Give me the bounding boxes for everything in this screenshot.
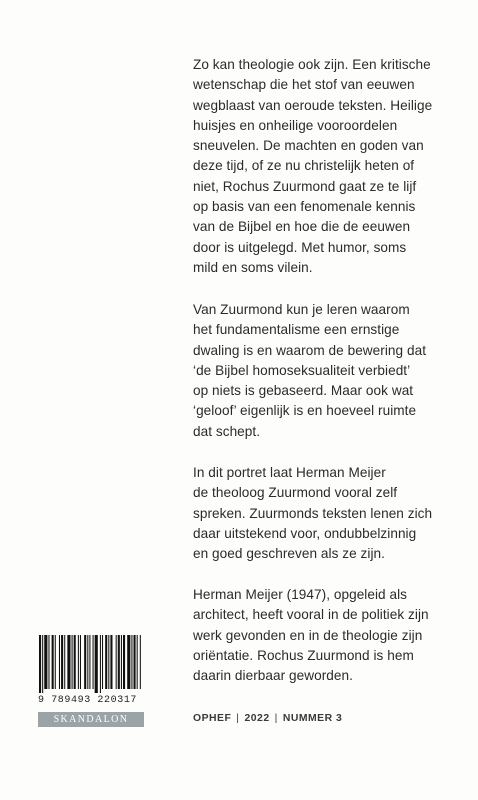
series-issue: NUMMER 3	[282, 713, 343, 724]
text-line: sneuvelen. De machten en goden van	[193, 138, 424, 154]
text-line: Zo kan theologie ook zijn. Een kritische	[193, 57, 431, 72]
barcode-bar	[72, 635, 73, 689]
text-line: daarin dierbaar geworden.	[193, 668, 353, 684]
text-line: oriëntatie. Rochus Zuurmond is hem	[193, 647, 414, 663]
text-line: op basis van een fenomenale kennis	[193, 199, 416, 215]
text-line: op niets is gebaseerd. Maar ook wat	[193, 383, 414, 399]
barcode-bar	[134, 635, 136, 689]
barcode-bar	[55, 635, 56, 689]
isbn-number: 9 789493 220317	[38, 695, 138, 706]
series-footer	[193, 713, 342, 724]
barcode-bar	[93, 635, 94, 689]
text-line: ‘de Bijbel homoseksualiteit verbiedt’	[193, 362, 411, 378]
text-line: het fundamentalisme een ernstige	[193, 322, 400, 338]
barcode-bar	[118, 635, 120, 689]
series-name: OPHEF	[193, 713, 232, 724]
text-line: de theoloog Zuurmond vooral zelf	[193, 485, 398, 501]
text-line: daar uitstekend voor, ondubbelzinnig	[193, 525, 417, 541]
text-line: en goed geschreven als ze zijn.	[193, 546, 385, 562]
barcode	[38, 635, 144, 693]
text-line: van de Bijbel en hoe die de eeuwen	[193, 219, 411, 235]
text-line: architect, heeft vooral in de politiek zijn	[193, 607, 429, 623]
text-line: werk gevonden en in de theologie zijn	[193, 627, 423, 643]
barcode-bar	[42, 635, 43, 693]
barcode-bar	[108, 635, 109, 689]
barcode-bar	[116, 635, 117, 689]
text-line: ‘geloof’ eigenlijk is en hoeveel ruimte	[193, 403, 417, 419]
text-line: door is uitgelegd. Met humor, soms	[193, 239, 407, 255]
barcode-bar	[78, 635, 79, 689]
barcode-bar	[127, 635, 130, 689]
barcode-bar	[95, 635, 98, 693]
blurb-paragraph-3	[193, 463, 443, 564]
publisher-logo: SKANDALON	[38, 712, 144, 727]
barcode-bar	[61, 635, 63, 689]
barcode-bar	[89, 635, 90, 689]
barcode-bar	[121, 635, 122, 689]
barcode-bar	[102, 635, 103, 689]
text-line: Herman Meijer (1947), opgeleid als	[193, 587, 408, 602]
barcode-bar	[100, 635, 101, 693]
text-line: huisjes en onheilige vooroordelen	[193, 117, 398, 133]
barcode-bar	[67, 635, 70, 689]
barcode-bar	[39, 635, 41, 693]
author-bio-paragraph	[193, 585, 443, 686]
footer-separator: |	[236, 713, 240, 724]
barcode-bar	[84, 635, 86, 689]
footer-separator: |	[274, 713, 278, 724]
blurb-paragraph-1	[193, 55, 443, 278]
text-line: wegblaast van oeroude teksten. Heilige	[193, 97, 433, 113]
text-line: wetenschap die het stof van eeuwen	[193, 77, 415, 93]
series-year: 2022	[244, 713, 270, 724]
text-line: deze tijd, of ze nu christelijk heten of	[193, 158, 415, 174]
barcode-bar	[59, 635, 60, 689]
blurb-paragraph-2	[193, 300, 443, 442]
barcode-bar	[140, 635, 141, 689]
barcode-bar	[137, 635, 138, 689]
barcode-bar	[48, 635, 49, 689]
barcode-bar	[123, 635, 125, 689]
barcode-bar	[52, 635, 54, 689]
text-line: Van Zuurmond kun je leren waarom	[193, 302, 410, 317]
barcode-bar	[110, 635, 112, 689]
barcode-bar	[131, 635, 132, 689]
barcode-bar	[105, 635, 107, 689]
text-line: dwaling is en waarom de bewering dat	[193, 342, 427, 358]
barcode-bar	[87, 635, 88, 689]
barcode-bar	[44, 635, 47, 689]
barcode-bar	[74, 635, 76, 689]
text-line: In dit portret laat Herman Meijer	[193, 465, 386, 480]
text-line: dat schept.	[193, 423, 261, 439]
text-line: niet, Rochus Zuurmond gaat ze te lijf	[193, 178, 417, 194]
barcode-bar	[64, 635, 65, 689]
text-line: spreken. Zuurmonds teksten lenen zich	[193, 505, 433, 521]
text-line: mild en soms vilein.	[193, 259, 313, 275]
barcode-bar	[80, 635, 81, 689]
